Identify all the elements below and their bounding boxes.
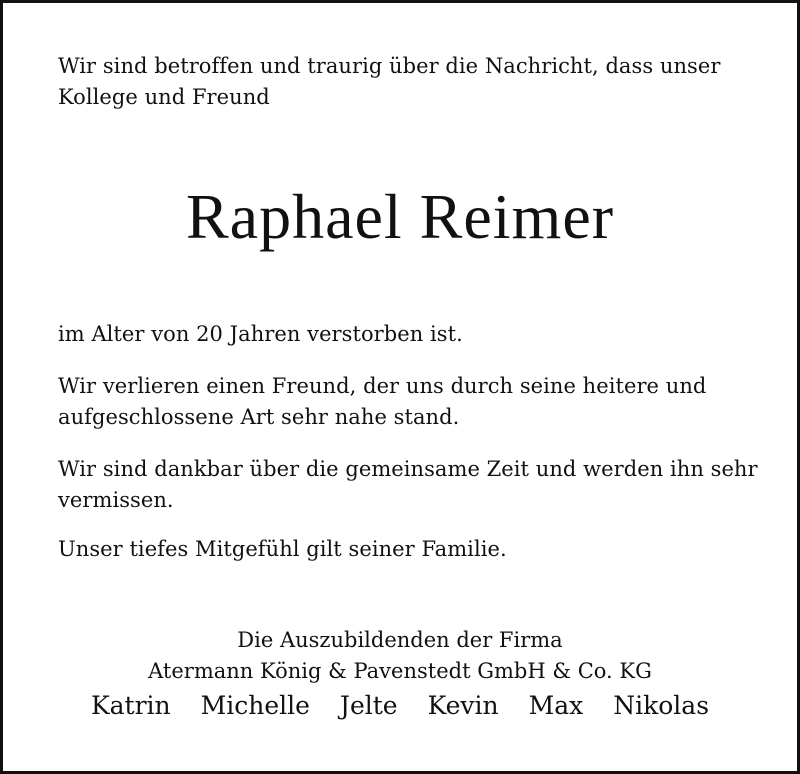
signature-line-company: Atermann König & Pavenstedt GmbH & Co. KG xyxy=(148,659,652,683)
signature-block xyxy=(3,625,797,687)
signatory-name: Nikolas xyxy=(613,691,710,720)
signatory-name: Kevin xyxy=(427,691,499,720)
signatory-name: Max xyxy=(528,691,584,720)
deceased-name: Raphael Reimer xyxy=(185,181,615,252)
signature-line-apprentices: Die Auszubildenden der Firma xyxy=(237,628,563,652)
signatory-name: Katrin xyxy=(90,691,171,720)
friend-paragraph: Wir verlieren einen Freund, der uns durch seine heitere und aufgeschlossene Art sehr nahe stand. xyxy=(58,374,707,429)
intro-text: Wir sind betroffen und traurig über die Nachricht, dass unser Kollege und Freund xyxy=(58,54,721,109)
signatory-names xyxy=(3,689,797,723)
signatory-name: Jelte xyxy=(339,691,398,720)
age-line: im Alter von 20 Jahren verstorben ist. xyxy=(58,322,463,346)
sympathy-paragraph: Unser tiefes Mitgefühl gilt seiner Familie. xyxy=(58,537,507,561)
signatory-name: Michelle xyxy=(200,691,310,720)
thanks-paragraph: Wir sind dankbar über die gemeinsame Zeit und werden ihn sehr vermissen. xyxy=(58,457,758,512)
